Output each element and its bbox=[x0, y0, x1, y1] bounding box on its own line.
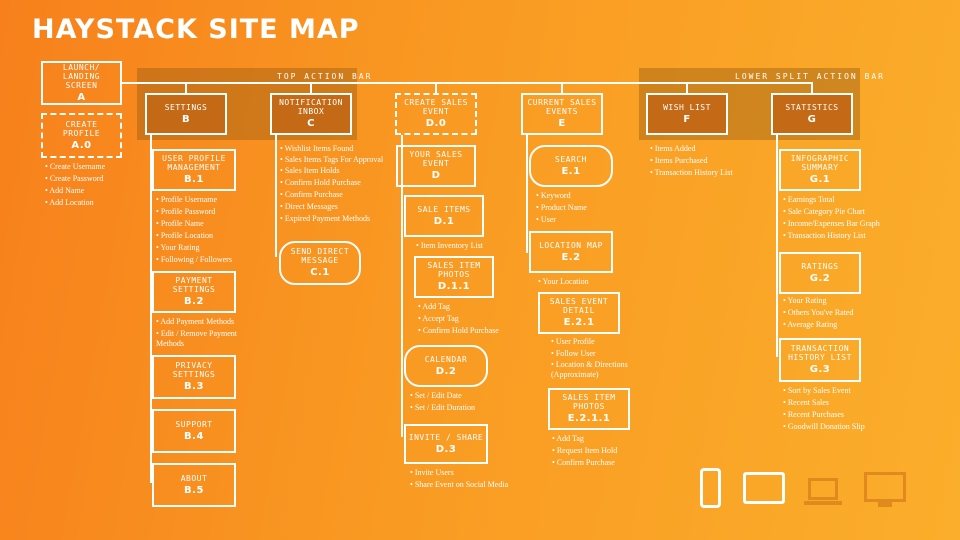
lower-action-bar-label: LOWER SPLIT ACTION BAR bbox=[735, 72, 885, 81]
list-location-map bbox=[538, 276, 589, 288]
list-item: • Your Location bbox=[538, 276, 589, 288]
connector-main bbox=[122, 82, 812, 84]
node-code: B.5 bbox=[184, 484, 204, 496]
node-code: D.0 bbox=[425, 118, 447, 129]
node-label: SEARCH bbox=[555, 154, 587, 164]
node-label: INVITE / SHARE bbox=[408, 432, 484, 442]
node-send-direct-message[interactable] bbox=[279, 241, 361, 285]
node-code: G bbox=[807, 113, 817, 125]
list-item: • Confirm Purchase bbox=[552, 457, 617, 469]
node-infographic-summary[interactable] bbox=[779, 149, 861, 191]
phone-icon bbox=[700, 468, 721, 508]
connector-d0 bbox=[435, 82, 437, 93]
node-location-map[interactable] bbox=[529, 231, 613, 273]
list-item: • User Profile bbox=[551, 336, 651, 348]
node-privacy-settings[interactable] bbox=[152, 355, 236, 399]
node-create-profile[interactable] bbox=[41, 113, 122, 158]
list-item: • Wishlist Items Found bbox=[280, 143, 390, 155]
list-item: • Earnings Total bbox=[783, 194, 880, 206]
list-item: • Items Added bbox=[650, 143, 733, 155]
node-sales-item-photos-e[interactable] bbox=[548, 388, 630, 430]
node-label: PAYMENT SETTINGS bbox=[172, 276, 216, 294]
list-item: • Confirm Hold Purchase bbox=[280, 177, 390, 189]
node-code: D bbox=[431, 170, 441, 181]
list-item: • Share Event on Social Media bbox=[410, 479, 508, 491]
node-label: SALES EVENT DETAIL bbox=[549, 297, 609, 315]
list-item: • Request Item Hold bbox=[552, 445, 617, 457]
node-label: YOUR SALES EVENT bbox=[409, 150, 463, 168]
list-create-profile bbox=[45, 161, 105, 209]
node-code: E bbox=[558, 118, 566, 129]
connector-b bbox=[185, 82, 187, 93]
node-statistics[interactable] bbox=[771, 93, 853, 135]
list-item: • Add Tag bbox=[552, 433, 617, 445]
tablet-icon bbox=[743, 472, 785, 504]
list-item: • Items Purchased bbox=[650, 155, 733, 167]
node-sale-items[interactable] bbox=[404, 195, 484, 237]
node-code: F bbox=[683, 113, 691, 125]
node-code: D.2 bbox=[435, 365, 457, 377]
list-invite-share bbox=[410, 467, 508, 491]
list-item: • Direct Messages bbox=[280, 201, 390, 213]
node-your-sales-event[interactable] bbox=[396, 145, 476, 187]
node-user-profile-management[interactable] bbox=[152, 149, 236, 191]
node-label: SETTINGS bbox=[164, 102, 208, 112]
list-user-profile-management bbox=[156, 194, 232, 266]
node-label: CURRENT SALES EVENTS bbox=[527, 98, 597, 116]
connector-c bbox=[310, 82, 312, 93]
list-transaction-history-list bbox=[783, 385, 865, 433]
node-code: C.1 bbox=[310, 267, 330, 278]
list-sales-event-detail bbox=[551, 336, 651, 380]
node-label: SEND DIRECT MESSAGE bbox=[290, 247, 350, 265]
list-calendar bbox=[410, 390, 475, 414]
node-label: INFOGRAPHIC SUMMARY bbox=[790, 154, 850, 172]
node-label: SALE ITEMS bbox=[417, 204, 471, 214]
list-item: • Set / Edit Date bbox=[410, 390, 475, 402]
list-item: • Sales Items Tags For Approval bbox=[280, 155, 390, 165]
node-invite-share[interactable] bbox=[404, 424, 488, 464]
node-label: SUPPORT bbox=[175, 419, 213, 429]
node-code: C bbox=[307, 118, 315, 129]
node-sales-item-photos[interactable] bbox=[414, 256, 494, 298]
list-item: • Expired Payment Methods bbox=[280, 213, 390, 225]
node-label: CREATE SALES EVENT bbox=[404, 98, 468, 116]
node-label: LOCATION MAP bbox=[539, 240, 603, 250]
node-sales-event-detail[interactable] bbox=[538, 292, 620, 334]
node-code: E.2 bbox=[561, 251, 581, 263]
list-item: • Average Rating bbox=[783, 319, 853, 331]
node-code: G.2 bbox=[809, 272, 831, 284]
list-item: • Following / Followers bbox=[156, 254, 232, 266]
list-item: • Create Password bbox=[45, 173, 105, 185]
list-sales-item-photos bbox=[418, 301, 499, 337]
connector-e bbox=[561, 82, 563, 93]
node-label: LAUNCH/ LANDING SCREEN bbox=[62, 62, 101, 90]
list-item: • Add Location bbox=[45, 197, 105, 209]
list-item: • Add Name bbox=[45, 185, 105, 197]
node-code: E.2.1 bbox=[563, 317, 595, 328]
list-item: • Add Tag bbox=[418, 301, 499, 313]
list-item: • Keyword bbox=[536, 190, 587, 202]
list-item: • Transaction History List bbox=[650, 167, 733, 179]
list-item: • Confirm Hold Purchase bbox=[418, 325, 499, 337]
top-action-bar-label: TOP ACTION BAR bbox=[277, 72, 373, 81]
node-code: B.4 bbox=[184, 430, 204, 442]
list-item: • Invite Users bbox=[410, 467, 508, 479]
list-item: • Follow User bbox=[551, 348, 651, 360]
list-item: • Location & Directions (Approximate) bbox=[551, 360, 651, 380]
connector-g-children bbox=[776, 135, 778, 357]
node-ratings[interactable] bbox=[779, 252, 861, 294]
list-payment-settings bbox=[156, 317, 266, 349]
list-wish-list bbox=[650, 143, 733, 179]
list-item: • Add Payment Methods bbox=[156, 317, 266, 327]
list-item: • Create Username bbox=[45, 161, 105, 173]
list-infographic-summary bbox=[783, 194, 880, 242]
list-item: • Sale Category Pie Chart bbox=[783, 206, 880, 218]
list-item: • Item Inventory List bbox=[416, 240, 483, 252]
list-item: • Accept Tag bbox=[418, 313, 499, 325]
node-current-sales-events[interactable] bbox=[521, 93, 603, 135]
node-code: B.3 bbox=[184, 381, 204, 392]
list-item: • Profile Name bbox=[156, 218, 232, 230]
node-label: WISH LIST bbox=[663, 102, 711, 112]
node-code: G.3 bbox=[809, 364, 831, 375]
list-item: • Profile Username bbox=[156, 194, 232, 206]
node-payment-settings[interactable] bbox=[152, 271, 236, 313]
page-title: HAYSTACK SITE MAP bbox=[32, 14, 360, 45]
list-item: • Confirm Purchase bbox=[280, 189, 390, 201]
list-item: • Transaction History List bbox=[783, 230, 880, 242]
list-sale-items bbox=[416, 240, 483, 252]
list-item: • Set / Edit Duration bbox=[410, 402, 475, 414]
node-support[interactable] bbox=[152, 409, 236, 453]
node-label: NOTIFICATION INBOX bbox=[279, 98, 343, 116]
list-ratings bbox=[783, 295, 853, 331]
node-code: B.1 bbox=[184, 174, 204, 185]
list-item: • User bbox=[536, 214, 587, 226]
node-notification-inbox[interactable] bbox=[270, 93, 352, 135]
node-code: B bbox=[181, 113, 191, 125]
list-item: • Edit / Remove Payment Methods bbox=[156, 329, 266, 349]
node-label: USER PROFILE MANAGEMENT bbox=[162, 154, 226, 172]
node-label: TRANSACTION HISTORY LIST bbox=[788, 344, 852, 362]
connector-g bbox=[811, 82, 813, 93]
list-item: • Profile Password bbox=[156, 206, 232, 218]
connector-f bbox=[686, 82, 688, 93]
node-about[interactable] bbox=[152, 463, 236, 507]
list-sales-item-photos-e bbox=[552, 433, 617, 469]
node-code: A.0 bbox=[71, 139, 92, 151]
list-item: • Recent Sales bbox=[783, 397, 865, 409]
node-label: SALES ITEM PHOTOS bbox=[562, 393, 616, 411]
node-label: ABOUT bbox=[180, 473, 208, 483]
list-item: • Sort by Sales Event bbox=[783, 385, 865, 397]
connector-e-children bbox=[526, 135, 528, 253]
list-item: • Your Rating bbox=[156, 242, 232, 254]
node-code: D.1 bbox=[433, 215, 455, 227]
node-label: PRIVACY SETTINGS bbox=[172, 361, 216, 379]
node-settings[interactable] bbox=[145, 93, 227, 135]
list-item: • Sales Item Holds bbox=[280, 165, 390, 177]
node-code: E.2.1.1 bbox=[567, 413, 611, 424]
list-search bbox=[536, 190, 587, 226]
connector-c-children bbox=[275, 135, 277, 257]
list-notification-inbox bbox=[280, 143, 390, 225]
node-create-sales-event[interactable] bbox=[395, 93, 477, 135]
node-search[interactable] bbox=[529, 145, 613, 187]
list-item: • Income/Expenses Bar Graph bbox=[783, 218, 880, 230]
node-code: D.3 bbox=[435, 443, 457, 455]
list-item: • Product Name bbox=[536, 202, 587, 214]
node-code: A bbox=[77, 91, 86, 103]
node-landing-screen[interactable] bbox=[41, 61, 122, 105]
list-item: • Your Rating bbox=[783, 295, 853, 307]
node-calendar[interactable] bbox=[404, 345, 488, 387]
node-label: CALENDAR bbox=[424, 354, 468, 364]
list-item: • Recent Purchases bbox=[783, 409, 865, 421]
list-item: • Profile Location bbox=[156, 230, 232, 242]
node-code: G.1 bbox=[809, 174, 831, 185]
node-code: B.2 bbox=[184, 296, 204, 307]
node-label: SALES ITEM PHOTOS bbox=[427, 261, 481, 279]
node-label: RATINGS bbox=[801, 261, 839, 271]
node-label: STATISTICS bbox=[785, 102, 839, 112]
node-code: E.1 bbox=[561, 165, 581, 177]
node-wish-list[interactable] bbox=[646, 93, 728, 135]
node-code: D.1.1 bbox=[437, 281, 471, 292]
laptop-icon bbox=[804, 478, 842, 508]
node-transaction-history-list[interactable] bbox=[779, 338, 861, 382]
list-item: • Goodwill Donation Slip bbox=[783, 421, 865, 433]
node-label: CREATE PROFILE bbox=[62, 119, 101, 138]
desktop-icon bbox=[864, 472, 906, 510]
list-item: • Others You've Rated bbox=[783, 307, 853, 319]
